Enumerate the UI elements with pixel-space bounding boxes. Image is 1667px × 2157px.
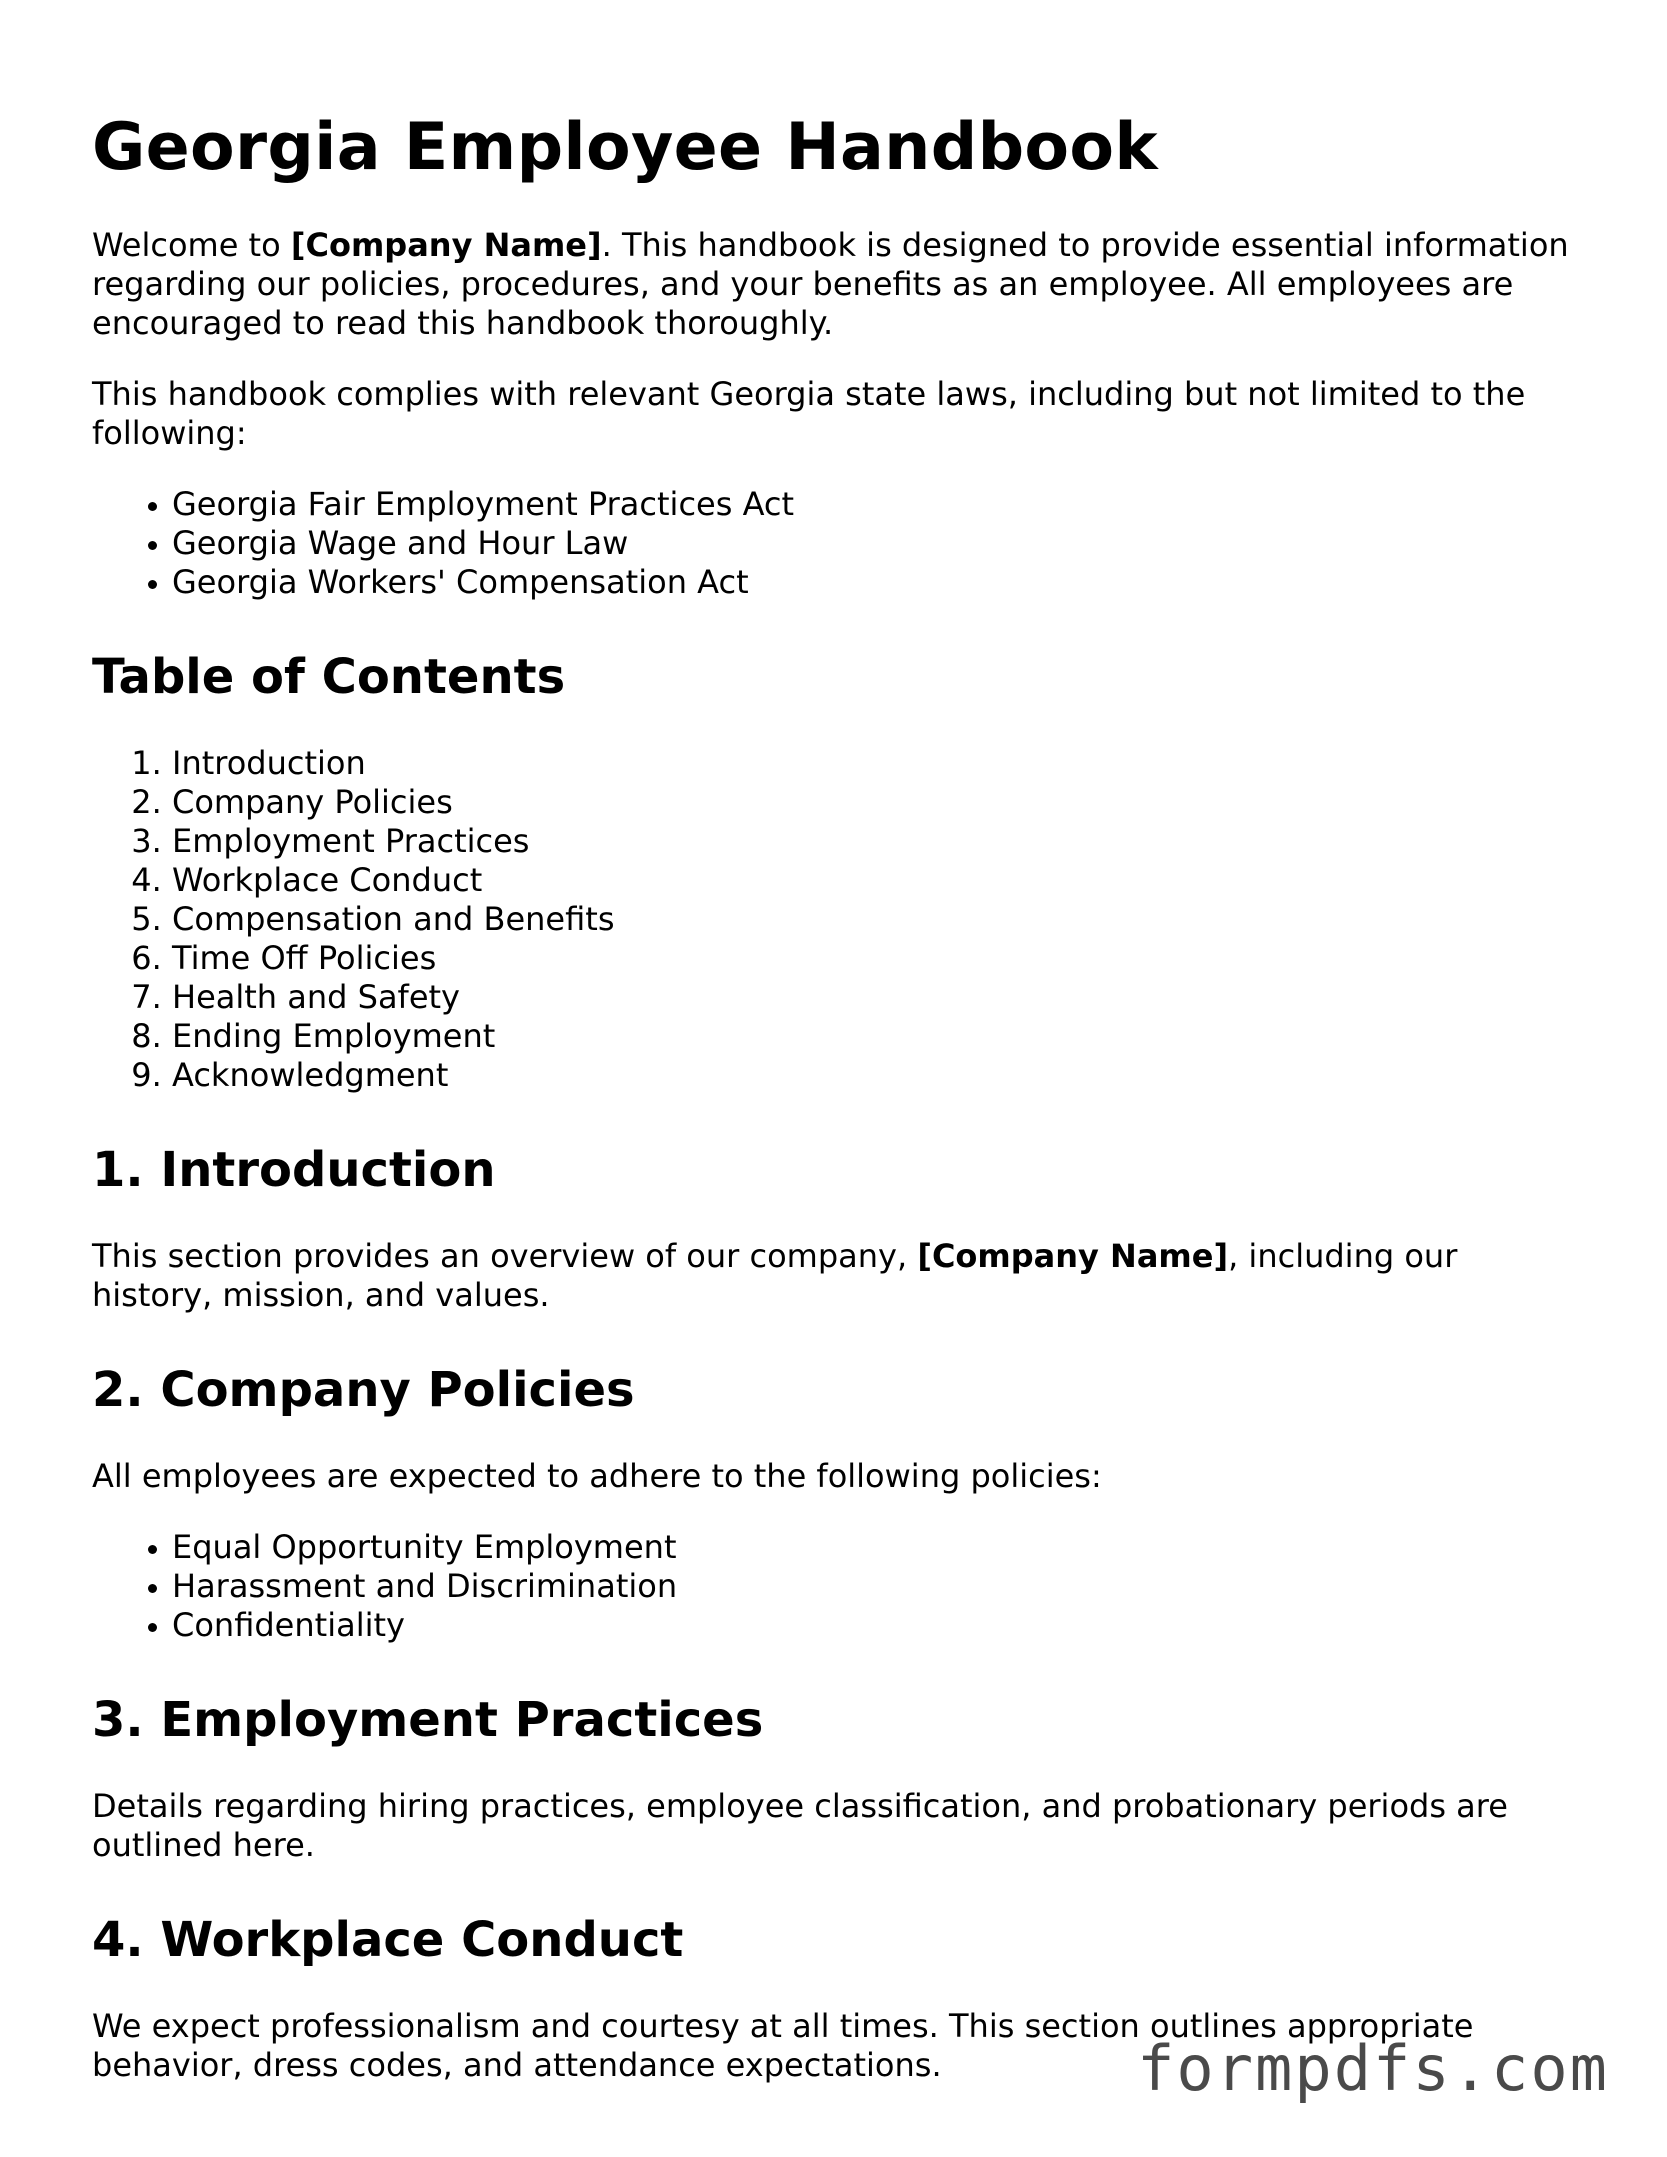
toc-item: 5. Compensation and Benefits [172,900,1592,939]
toc-heading: Table of Contents [92,649,566,705]
toc-item: 9. Acknowledgment [172,1056,1592,1095]
list-item: • Georgia Fair Employment Practices Act [172,485,1592,524]
section-heading-workplace-conduct: 4. Workplace Conduct [92,1912,684,1968]
section-heading-introduction: 1. Introduction [92,1142,496,1198]
list-item: • Georgia Wage and Hour Law [172,524,1592,563]
toc-item: 8. Ending Employment [172,1017,1592,1056]
company-policies-paragraph: All employees are expected to adhere to the following policies: [92,1457,1102,1495]
toc-item: 2. Company Policies [172,783,1592,822]
toc-list [92,744,1592,1095]
list-item: • Georgia Workers' Compensation Act [172,563,1592,602]
toc-item: 6. Time Off Policies [172,939,1592,978]
section-heading-employment-practices: 3. Employment Practices [92,1692,764,1748]
policies-list [92,1528,1592,1645]
introduction-text-start: This section provides an overview of our company, [92,1237,918,1275]
employment-practices-paragraph: Details regarding hiring practices, employee classification, and probationary periods are outlined here. [92,1787,1508,1864]
laws-list [92,485,1592,602]
introduction-paragraph [92,1237,1572,1315]
welcome-text-end: . This handbook is designed to provide essential information regarding our policies, procedures, and your benefits as an employee. All employees are encouraged to read this handbook thoroughly. [92,226,1569,342]
welcome-paragraph [92,226,1572,343]
toc-item: 3. Employment Practices [172,822,1592,861]
document-page [92,108,1592,2117]
toc-item: 4. Workplace Conduct [172,861,1592,900]
document-title: Georgia Employee Handbook [92,110,1158,185]
list-item: • Equal Opportunity Employment [172,1528,1592,1567]
workplace-conduct-paragraph: We expect professionalism and courtesy at all times. This section outlines appropriate behavior, dress codes, and attendance expectations. [92,2007,1474,2084]
introduction-text-end: , including our history, mission, and values. [92,1237,1458,1314]
company-name-placeholder: [Company Name] [917,1237,1229,1275]
compliance-paragraph: This handbook complies with relevant Georgia state laws, including but not limited to the following: [92,375,1526,452]
section-heading-company-policies: 2. Company Policies [92,1362,635,1418]
company-name-placeholder: [Company Name] [290,226,602,264]
list-item: • Harassment and Discrimination [172,1567,1592,1606]
watermark-text: formpdfs.com [1137,2032,1609,2105]
list-item: • Confidentiality [172,1606,1592,1645]
toc-item: 7. Health and Safety [172,978,1592,1017]
toc-item: 1. Introduction [172,744,1592,783]
welcome-text-start: Welcome to [92,226,291,264]
